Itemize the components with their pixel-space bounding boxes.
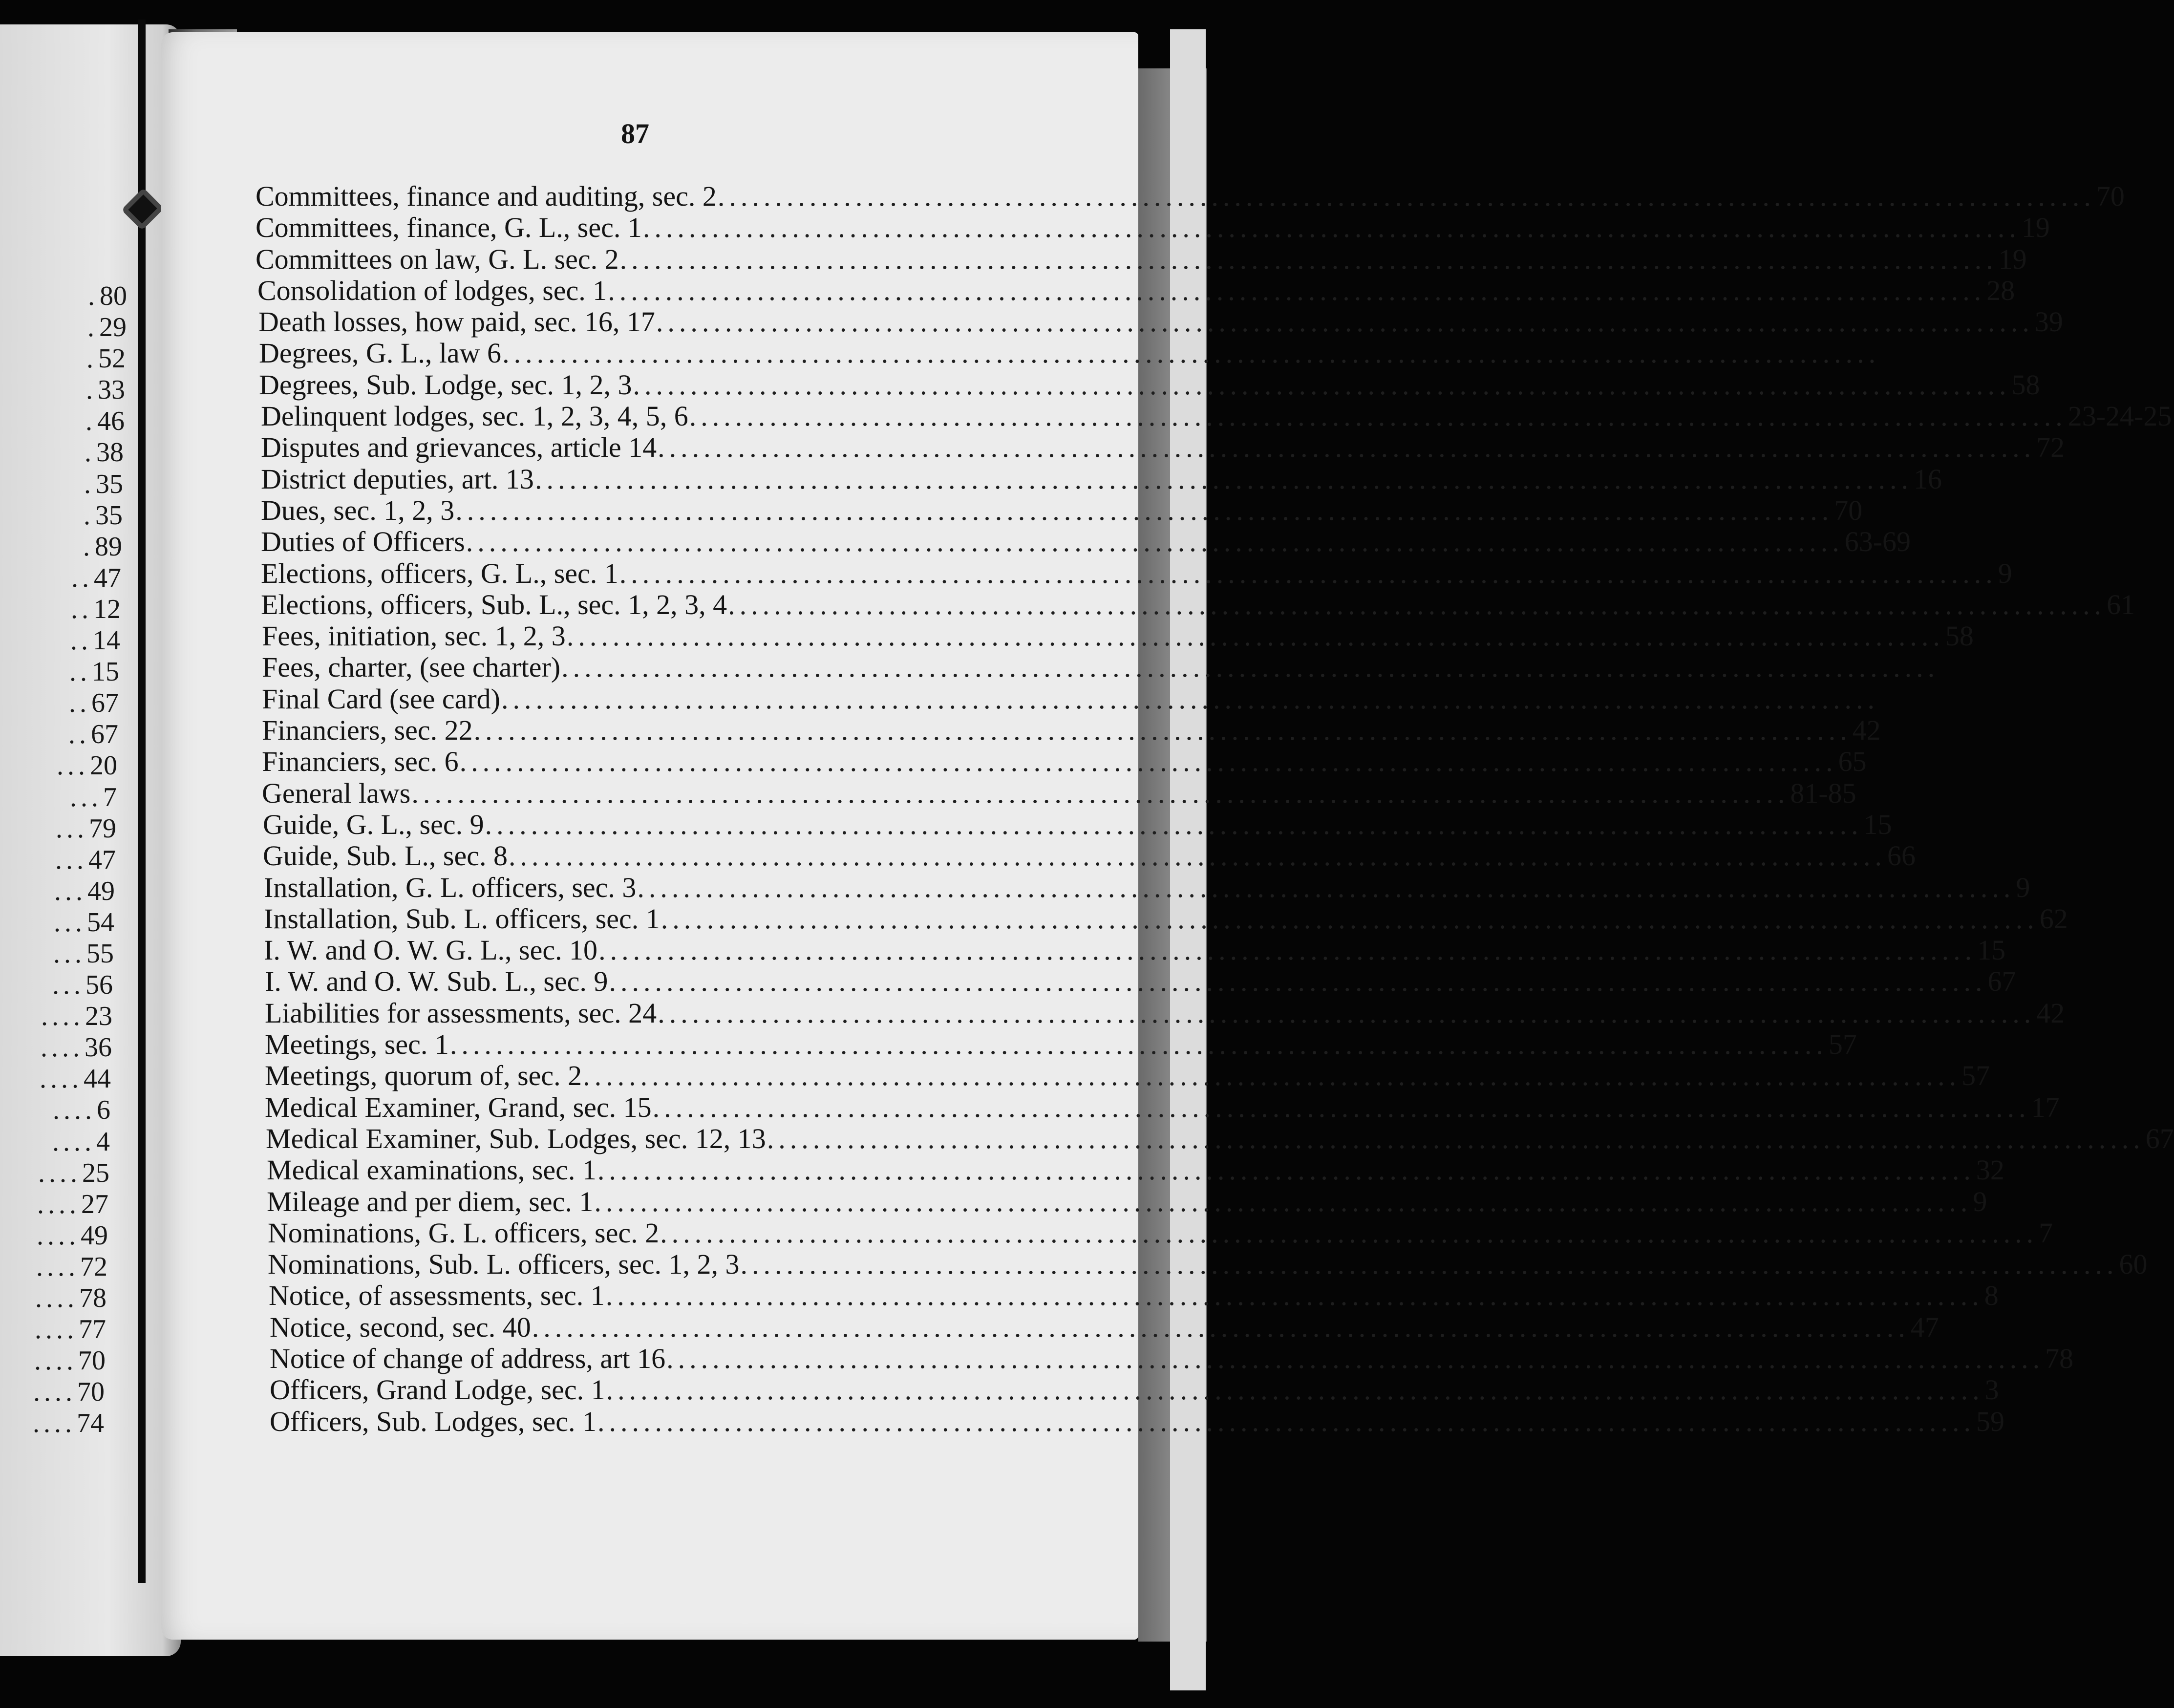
dot-leader: ........................................................................................................................ bbox=[633, 368, 2011, 401]
entry-text: Nominations, Sub. L. officers, sec. 1, 2, 3 bbox=[268, 1248, 740, 1281]
index-entry bbox=[257, 274, 2015, 306]
entry-page-ref: 72 bbox=[2036, 431, 2065, 464]
dot-leader: ........................................................................................................................ bbox=[459, 746, 1837, 778]
index-entry bbox=[262, 683, 1879, 715]
entry-page-ref: 15 bbox=[1863, 808, 1892, 840]
previous-page-number: 20 bbox=[90, 750, 117, 781]
dot-leader: ... bbox=[57, 750, 89, 781]
entry-page-ref: 28 bbox=[1986, 274, 2015, 306]
dot-leader: ........................................................................................................................ bbox=[661, 902, 2039, 935]
previous-page-number: 29 bbox=[99, 312, 127, 343]
dot-leader: . bbox=[86, 375, 97, 406]
previous-page-number: 23 bbox=[85, 1001, 112, 1032]
index-entry bbox=[261, 431, 2065, 464]
entry-text: Consolidation of lodges, sec. 1 bbox=[257, 274, 607, 306]
index-list bbox=[0, 180, 2174, 1437]
index-entry bbox=[265, 1091, 2060, 1123]
index-entry bbox=[261, 494, 1863, 526]
entry-page-ref: 42 bbox=[1852, 714, 1881, 747]
previous-page-number: 14 bbox=[93, 625, 120, 656]
dot-leader: ... bbox=[54, 875, 86, 906]
dot-leader: .... bbox=[37, 1220, 80, 1251]
dot-leader: .... bbox=[41, 1001, 84, 1032]
dot-leader: ... bbox=[52, 970, 85, 1001]
dot-leader: .. bbox=[68, 719, 90, 750]
index-entry bbox=[269, 1280, 1999, 1312]
index-entry bbox=[259, 368, 2040, 401]
entry-page-ref: 58 bbox=[2011, 368, 2040, 401]
entry-text: I. W. and O. W. G. L., sec. 10 bbox=[264, 934, 598, 966]
dot-leader: .... bbox=[40, 1064, 83, 1094]
dot-leader: ... bbox=[53, 938, 85, 969]
entry-text: Notice, second, sec. 40 bbox=[270, 1311, 531, 1343]
index-entry bbox=[262, 777, 1856, 809]
entry-page-ref: 61 bbox=[2107, 588, 2135, 620]
entry-text: General laws bbox=[262, 777, 411, 809]
index-entry bbox=[270, 1405, 2005, 1437]
dot-leader: ........................................................................................................................ bbox=[566, 620, 1944, 652]
index-entry bbox=[261, 557, 2012, 589]
previous-page-number: 77 bbox=[79, 1314, 106, 1345]
entry-text: I. W. and O. W. Sub. L., sec. 9 bbox=[265, 965, 608, 998]
index-entry bbox=[265, 1060, 1990, 1092]
index-entry bbox=[266, 1122, 2174, 1154]
index-entry bbox=[261, 588, 2135, 620]
previous-page-number: 70 bbox=[78, 1345, 106, 1376]
previous-page-number: 70 bbox=[77, 1377, 105, 1408]
dot-leader: ... bbox=[54, 907, 86, 938]
index-entry bbox=[263, 808, 1892, 840]
dot-leader: .. bbox=[70, 625, 92, 656]
entry-text: Notice, of assessments, sec. 1 bbox=[269, 1280, 605, 1312]
previous-page-number: 7 bbox=[103, 782, 117, 812]
index-entry bbox=[261, 400, 2172, 432]
entry-page-ref: 57 bbox=[1961, 1060, 1990, 1092]
dot-leader: ........................................................................................................................ bbox=[689, 400, 2067, 432]
dot-leader: .... bbox=[37, 1189, 80, 1219]
previous-page-number: 72 bbox=[80, 1251, 107, 1282]
entry-page-ref: 47 bbox=[1910, 1311, 1939, 1343]
dot-leader: ........................................................................................................................ bbox=[660, 1217, 2038, 1249]
previous-page-number: 67 bbox=[91, 688, 119, 719]
entry-page-ref: 58 bbox=[1945, 620, 1974, 652]
entry-text: Fees, charter, (see charter) bbox=[262, 651, 561, 683]
dot-leader: .... bbox=[52, 1126, 95, 1157]
previous-page-number: 44 bbox=[84, 1064, 111, 1094]
entry-page-ref: 19 bbox=[2021, 212, 2050, 244]
page-number: 87 bbox=[621, 118, 649, 149]
dot-leader: ........................................................................................................................ bbox=[501, 683, 1879, 715]
index-entry bbox=[256, 180, 2125, 212]
index-entry bbox=[256, 243, 2027, 275]
previous-page-number: 79 bbox=[89, 813, 116, 844]
dot-leader: ........................................................................................................................ bbox=[637, 871, 2015, 903]
previous-page-number: 27 bbox=[81, 1189, 108, 1219]
index-entry bbox=[263, 840, 1916, 872]
previous-page-number: 36 bbox=[85, 1032, 112, 1063]
dot-leader: ........................................................................................................................ bbox=[609, 965, 1987, 998]
previous-page-number: 49 bbox=[81, 1220, 108, 1251]
dot-leader: ... bbox=[56, 813, 88, 844]
previous-page-number: 38 bbox=[96, 437, 124, 468]
previous-page-number: 80 bbox=[100, 281, 127, 311]
previous-page-number: 35 bbox=[95, 500, 123, 531]
dot-leader: ........................................................................................................................ bbox=[597, 1405, 1976, 1437]
entry-text: Degrees, Sub. Lodge, sec. 1, 2, 3 bbox=[259, 368, 632, 401]
entry-page-ref: 15 bbox=[1977, 934, 2006, 966]
entry-page-ref: 65 bbox=[1838, 746, 1867, 778]
dot-leader: . bbox=[84, 469, 95, 499]
entry-text: Officers, Grand Lodge, sec. 1 bbox=[270, 1374, 605, 1406]
previous-page-number: 78 bbox=[79, 1283, 107, 1313]
dot-leader: ........................................................................................................................ bbox=[767, 1122, 2145, 1154]
dot-leader: . bbox=[85, 437, 95, 468]
dot-leader: ........................................................................................................................ bbox=[666, 1342, 2045, 1374]
dot-leader: ........................................................................................................................ bbox=[532, 1311, 1910, 1343]
dot-leader: .... bbox=[33, 1377, 76, 1408]
index-entry bbox=[268, 1217, 2053, 1249]
entry-text: Delinquent lodges, sec. 1, 2, 3, 4, 5, 6 bbox=[261, 400, 688, 432]
dot-leader: . bbox=[87, 312, 98, 343]
dot-leader: . bbox=[83, 531, 94, 562]
dot-leader: ........................................................................................................................ bbox=[597, 1154, 1975, 1186]
dot-leader: .... bbox=[36, 1251, 79, 1282]
entry-text: Committees, finance, G. L., sec. 1 bbox=[256, 212, 642, 244]
dot-leader: .. bbox=[71, 562, 93, 593]
entry-page-ref: 16 bbox=[1913, 463, 1942, 495]
entry-page-ref: 9 bbox=[2016, 871, 2030, 903]
dot-leader: ........................................................................................................................ bbox=[583, 1060, 1961, 1092]
previous-page-number: 47 bbox=[88, 844, 116, 875]
entry-text: Final Card (see card) bbox=[262, 683, 500, 715]
previous-page-number: 89 bbox=[95, 531, 122, 562]
entry-text: Nominations, G. L. officers, sec. 2 bbox=[268, 1217, 660, 1249]
index-entry bbox=[259, 337, 1880, 369]
previous-page-number: 52 bbox=[98, 343, 126, 374]
entry-page-ref: 9 bbox=[1998, 557, 2012, 589]
previous-page-number: 35 bbox=[96, 469, 123, 499]
entry-text: Death losses, how paid, sec. 16, 17 bbox=[258, 306, 655, 338]
dot-leader: ........................................................................................................................ bbox=[594, 1185, 1972, 1217]
previous-page-number: 6 bbox=[97, 1095, 110, 1126]
dot-leader: . bbox=[88, 281, 99, 311]
entry-page-ref: 7 bbox=[2039, 1217, 2053, 1249]
entry-page-ref: 70 bbox=[1834, 494, 1863, 526]
dot-leader: . bbox=[84, 500, 94, 531]
entry-page-ref: 8 bbox=[1984, 1280, 1999, 1312]
dot-leader: ........................................................................................................................ bbox=[728, 588, 2106, 620]
entry-text: Officers, Sub. Lodges, sec. 1 bbox=[270, 1405, 597, 1437]
entry-text: Notice of change of address, art 16 bbox=[270, 1342, 666, 1374]
entry-text: Elections, officers, G. L., sec. 1 bbox=[261, 557, 618, 589]
index-entry bbox=[262, 746, 1867, 778]
entry-text: Medical Examiner, Sub. Lodges, sec. 12, 13 bbox=[266, 1122, 766, 1154]
entry-page-ref: 32 bbox=[1976, 1154, 2004, 1186]
entry-text: Meetings, quorum of, sec. 2 bbox=[265, 1060, 582, 1092]
entry-page-ref: 3 bbox=[1984, 1374, 1999, 1406]
entry-page-ref: 63-69 bbox=[1844, 526, 1911, 558]
entry-page-ref: 70 bbox=[2096, 180, 2125, 212]
entry-page-ref: 67 bbox=[1987, 965, 2016, 998]
dot-leader: ........................................................................................................................ bbox=[534, 463, 1913, 495]
previous-page-number: 15 bbox=[92, 657, 119, 687]
index-entry bbox=[261, 526, 1911, 558]
dot-leader: ........................................................................................................................ bbox=[717, 180, 2095, 212]
index-entry bbox=[265, 965, 2016, 998]
entry-page-ref: 23-24-25 bbox=[2067, 400, 2172, 432]
entry-text: Dues, sec. 1, 2, 3 bbox=[261, 494, 455, 526]
dot-leader: ........................................................................................................................ bbox=[606, 1374, 1984, 1406]
index-entry bbox=[270, 1311, 1939, 1343]
dot-leader: ........................................................................................................................ bbox=[658, 997, 2036, 1029]
index-entry bbox=[261, 463, 1942, 495]
previous-page-number: 74 bbox=[77, 1408, 104, 1439]
index-entry bbox=[262, 651, 1940, 683]
entry-page-ref: 57 bbox=[1828, 1028, 1857, 1061]
entry-text: Medical examinations, sec. 1 bbox=[267, 1154, 597, 1186]
index-entry bbox=[265, 1028, 1857, 1061]
dot-leader: ........................................................................................................................ bbox=[509, 840, 1886, 872]
entry-text: Liabilities for assessments, sec. 24 bbox=[265, 997, 657, 1029]
entry-page-ref: 67 bbox=[2145, 1122, 2174, 1154]
index-entry bbox=[267, 1154, 2004, 1186]
dot-leader: ........................................................................................................................ bbox=[740, 1248, 2118, 1281]
dot-leader: ........................................................................................................................ bbox=[608, 274, 1986, 306]
dot-leader: ........................................................................................................................ bbox=[502, 337, 1880, 369]
dot-leader: .... bbox=[34, 1345, 77, 1376]
previous-page-number: 49 bbox=[87, 875, 115, 906]
previous-page-number: 12 bbox=[93, 594, 121, 624]
index-entry bbox=[265, 997, 2065, 1029]
entry-text: Disputes and grievances, article 14 bbox=[261, 431, 657, 464]
dot-leader: ........................................................................................................................ bbox=[466, 526, 1844, 558]
dot-leader: ........................................................................................................................ bbox=[473, 714, 1852, 747]
entry-text: Fees, initiation, sec. 1, 2, 3 bbox=[262, 620, 566, 652]
dot-leader: .... bbox=[53, 1095, 96, 1126]
entry-page-ref: 39 bbox=[2034, 306, 2063, 338]
dot-leader: . bbox=[86, 343, 97, 374]
index-entry bbox=[264, 902, 2068, 935]
dot-leader: ........................................................................................................................ bbox=[449, 1028, 1828, 1061]
dot-leader: ........................................................................................................................ bbox=[605, 1280, 1983, 1312]
dot-leader: .. bbox=[69, 688, 90, 719]
entry-text: Installation, Sub. L. officers, sec. 1 bbox=[264, 902, 660, 935]
entry-text: Installation, G. L. officers, sec. 3 bbox=[264, 871, 637, 903]
entry-text: Committees, finance and auditing, sec. 2 bbox=[256, 180, 717, 212]
previous-page-number: 46 bbox=[97, 406, 125, 437]
entry-page-ref: 81-85 bbox=[1790, 777, 1856, 809]
entry-text: Financiers, sec. 22 bbox=[262, 714, 473, 747]
previous-page-number: 4 bbox=[96, 1126, 110, 1157]
previous-page-number: 67 bbox=[91, 719, 118, 750]
dot-leader: .... bbox=[35, 1283, 78, 1313]
previous-page-number: 33 bbox=[98, 375, 125, 406]
index-entry bbox=[267, 1185, 1987, 1217]
dot-leader: ........................................................................................................................ bbox=[619, 557, 1997, 589]
entry-text: Financiers, sec. 6 bbox=[262, 746, 459, 778]
previous-page-number: 47 bbox=[94, 562, 121, 593]
dot-leader: ........................................................................................................................ bbox=[598, 934, 1977, 966]
entry-text: Degrees, G. L., law 6 bbox=[259, 337, 502, 369]
index-entry bbox=[270, 1374, 1999, 1406]
previous-page-number: 56 bbox=[85, 970, 113, 1001]
dot-leader: .... bbox=[41, 1032, 84, 1063]
entry-text: Guide, G. L., sec. 9 bbox=[263, 808, 484, 840]
entry-page-ref: 60 bbox=[2119, 1248, 2148, 1281]
entry-page-ref: 62 bbox=[2039, 902, 2068, 935]
dot-leader: ........................................................................................................................ bbox=[561, 651, 1940, 683]
dot-leader: ........................................................................................................................ bbox=[658, 431, 2036, 464]
dot-leader: .... bbox=[33, 1408, 76, 1439]
dot-leader: ........................................................................................................................ bbox=[455, 494, 1833, 526]
index-entry bbox=[264, 934, 2006, 966]
dot-leader: .... bbox=[35, 1314, 78, 1345]
index-entry bbox=[258, 306, 2063, 338]
dot-leader: ... bbox=[55, 844, 87, 875]
entry-page-ref: 9 bbox=[1973, 1185, 1987, 1217]
previous-page-number: 54 bbox=[87, 907, 114, 938]
previous-page-number: 25 bbox=[82, 1157, 109, 1188]
entry-page-ref: 42 bbox=[2036, 997, 2065, 1029]
dot-leader: ........................................................................................................................ bbox=[652, 1091, 2030, 1123]
index-entry bbox=[264, 871, 2030, 903]
entry-text: Committees on law, G. L. sec. 2 bbox=[256, 243, 619, 275]
entry-page-ref: 66 bbox=[1887, 840, 1916, 872]
entry-text: Medical Examiner, Grand, sec. 15 bbox=[265, 1091, 652, 1123]
entry-text: Elections, officers, Sub. L., sec. 1, 2, 3, 4 bbox=[261, 588, 727, 620]
index-entry bbox=[256, 212, 2050, 244]
dot-leader: . bbox=[85, 406, 96, 437]
dot-leader: ........................................................................................................................ bbox=[619, 243, 1998, 275]
dot-leader: ........................................................................................................................ bbox=[656, 306, 2034, 338]
dot-leader: .... bbox=[38, 1157, 81, 1188]
dot-leader: .. bbox=[71, 594, 92, 624]
dot-leader: ........................................................................................................................ bbox=[642, 212, 2021, 244]
entry-page-ref: 19 bbox=[1998, 243, 2027, 275]
entry-text: Mileage and per diem, sec. 1 bbox=[267, 1185, 594, 1217]
dot-leader: .. bbox=[69, 657, 91, 687]
entry-text: Meetings, sec. 1 bbox=[265, 1028, 449, 1061]
dot-leader: ... bbox=[70, 782, 102, 812]
previous-page-number: 55 bbox=[86, 938, 114, 969]
dot-leader: ........................................................................................................................ bbox=[485, 808, 1863, 840]
entry-page-ref: 17 bbox=[2031, 1091, 2060, 1123]
index-entry bbox=[262, 714, 1881, 747]
index-entry bbox=[268, 1248, 2148, 1281]
entry-text: Duties of Officers bbox=[261, 526, 465, 558]
entry-text: Guide, Sub. L., sec. 8 bbox=[263, 840, 508, 872]
dot-leader: ........................................................................................................................ bbox=[411, 777, 1790, 809]
entry-page-ref: 78 bbox=[2045, 1342, 2074, 1374]
entry-page-ref: 59 bbox=[1976, 1405, 2005, 1437]
index-entry bbox=[270, 1342, 2074, 1374]
entry-text: District deputies, art. 13 bbox=[261, 463, 534, 495]
index-entry bbox=[262, 620, 1974, 652]
